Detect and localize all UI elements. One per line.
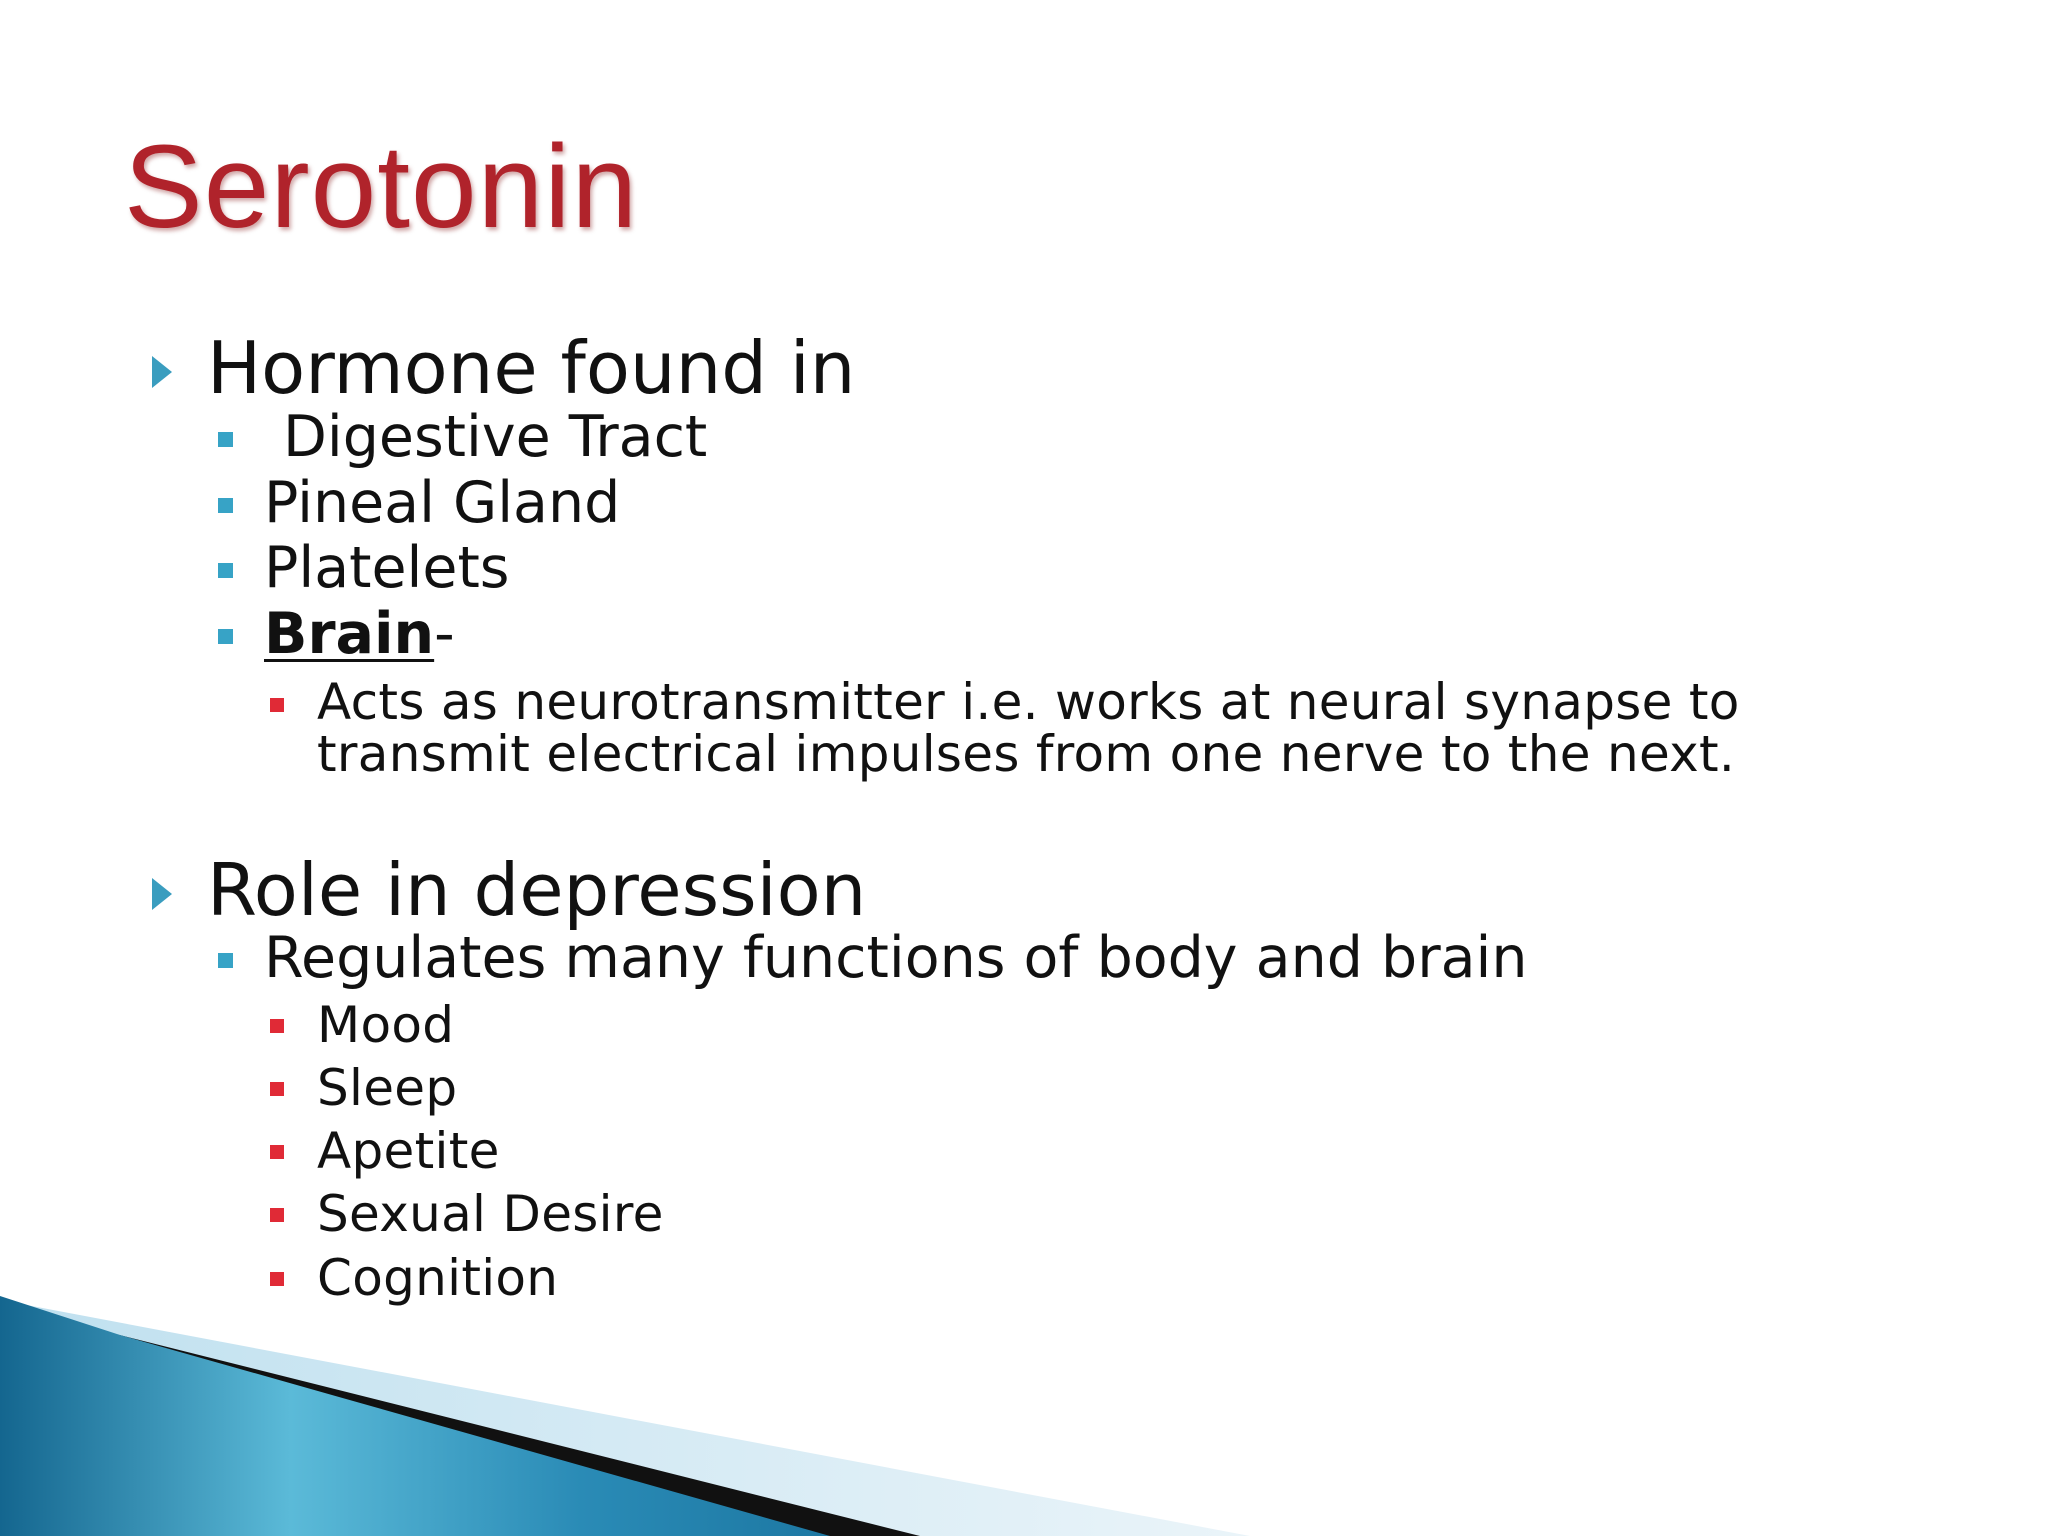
list-item: Pineal Gland	[264, 470, 621, 536]
square-bullet-icon	[270, 1208, 284, 1222]
brain-label: Brain	[264, 601, 435, 667]
square-bullet-icon	[270, 1019, 284, 1033]
list-item: Digestive Tract	[283, 404, 708, 470]
square-bullet-icon	[270, 1082, 284, 1096]
square-bullet-icon	[270, 1145, 284, 1159]
section-heading: Role in depression	[207, 848, 867, 932]
sub-list-item	[317, 673, 1740, 783]
triangle-bullet-icon	[152, 356, 172, 388]
square-bullet-icon	[218, 498, 233, 513]
sub-list-item: Cognition	[317, 1249, 559, 1307]
square-bullet-icon	[218, 563, 233, 578]
triangle-bullet-icon	[152, 878, 172, 910]
list-item-brain	[264, 601, 455, 667]
sub-list-item: Mood	[317, 996, 455, 1054]
sub-list-item: Apetite	[317, 1122, 500, 1180]
square-bullet-icon	[218, 432, 233, 447]
sub-list-item: Sexual Desire	[317, 1185, 664, 1243]
square-bullet-icon	[270, 1272, 284, 1286]
square-bullet-icon	[218, 953, 233, 968]
square-bullet-icon	[270, 698, 284, 712]
sub-list-item-line-2: transmit electrical impulses from one nerve to the next.	[317, 725, 1736, 783]
slide-title: Serotonin	[124, 121, 639, 253]
brain-suffix: -	[434, 601, 455, 667]
square-bullet-icon	[218, 629, 233, 644]
list-item: Platelets	[264, 535, 510, 601]
section-heading: Hormone found in	[207, 326, 856, 410]
list-item: Regulates many functions of body and brain	[264, 925, 1528, 991]
sub-list-item: Sleep	[317, 1059, 458, 1117]
sub-list-item-line-1: Acts as neurotransmitter i.e. works at neural synapse to	[317, 673, 1740, 731]
